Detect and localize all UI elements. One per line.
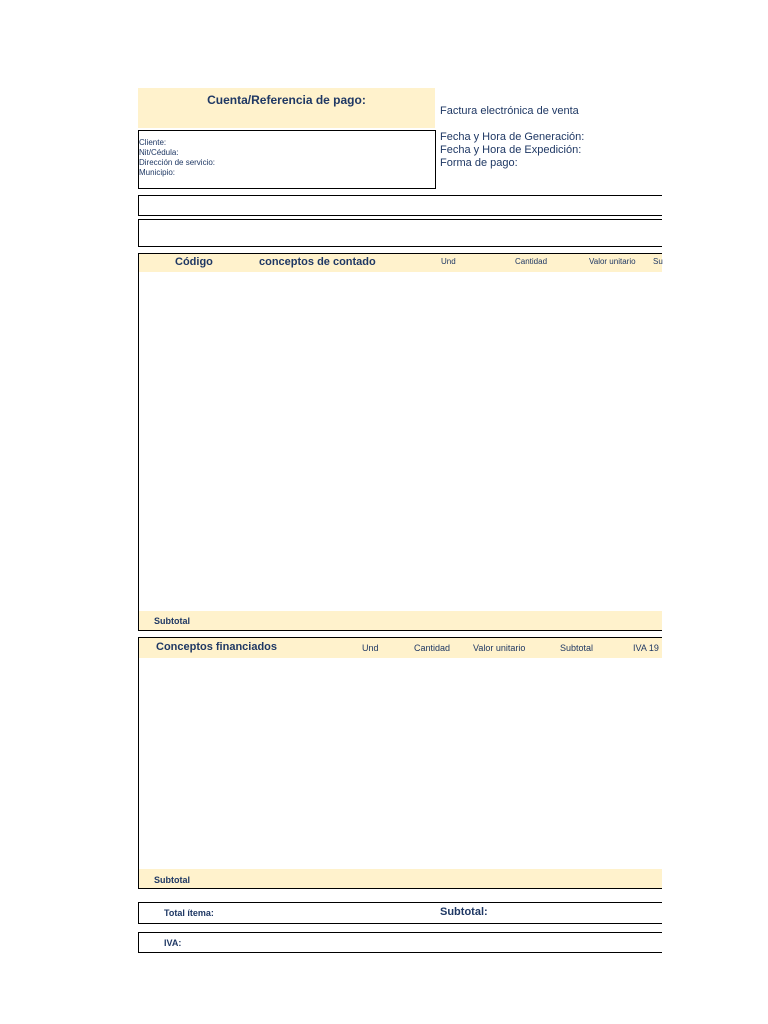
contado-subtotal-label: Subtotal — [154, 616, 190, 626]
invoice-title: Factura electrónica de venta — [440, 105, 579, 117]
account-reference-title: Cuenta/Referencia de pago: — [207, 93, 366, 107]
client-label: Cliente: — [139, 138, 167, 147]
municipio-label: Municipio: — [139, 168, 176, 177]
financiados-header-cantidad: Cantidad — [414, 643, 451, 653]
contado-table — [138, 253, 662, 631]
iva-label: IVA: — [164, 938, 182, 948]
totals-subtotal-label: Subtotal: — [440, 906, 488, 918]
contado-subtotal-row — [139, 611, 662, 630]
financiados-subtotal-label: Subtotal — [154, 875, 190, 885]
blank-row-2 — [138, 219, 662, 247]
financiados-header-row — [139, 638, 662, 658]
nit-cedula-label: Nit/Cédula: — [139, 148, 179, 157]
total-items-label: Total ítema: — [164, 908, 214, 918]
blank-row-1 — [138, 195, 662, 216]
invoice-fields — [440, 131, 584, 170]
financiados-header-conceptos: Conceptos financiados — [156, 641, 278, 653]
contado-header-row — [139, 254, 662, 272]
generation-datetime-label: Fecha y Hora de Generación: — [440, 131, 585, 143]
totals-row — [138, 902, 662, 924]
contado-header-cantidad: Cantidad — [515, 257, 548, 266]
financiados-subtotal-row — [139, 869, 662, 888]
contado-header-valor-unitario: Valor unitario — [589, 257, 636, 266]
financiados-header-valor-unitario: Valor unitario — [473, 643, 526, 653]
client-info-box — [138, 130, 436, 189]
financiados-header-und: Und — [362, 643, 379, 653]
financiados-header-iva: IVA 19 — [633, 643, 659, 653]
contado-header-conceptos: conceptos de contado — [259, 256, 376, 268]
contado-header-subtotal-partial: Su — [653, 257, 663, 266]
financiados-table — [138, 637, 662, 889]
contado-header-codigo: Código — [175, 256, 213, 268]
iva-row — [138, 932, 662, 953]
contado-header-und: Und — [441, 257, 456, 266]
service-address-label: Dirección de servicio: — [139, 158, 216, 167]
expedition-datetime-label: Fecha y Hora de Expedición: — [440, 144, 582, 156]
account-reference-header — [138, 88, 435, 128]
financiados-header-subtotal: Subtotal — [560, 643, 594, 653]
payment-method-label: Forma de pago: — [440, 157, 518, 169]
